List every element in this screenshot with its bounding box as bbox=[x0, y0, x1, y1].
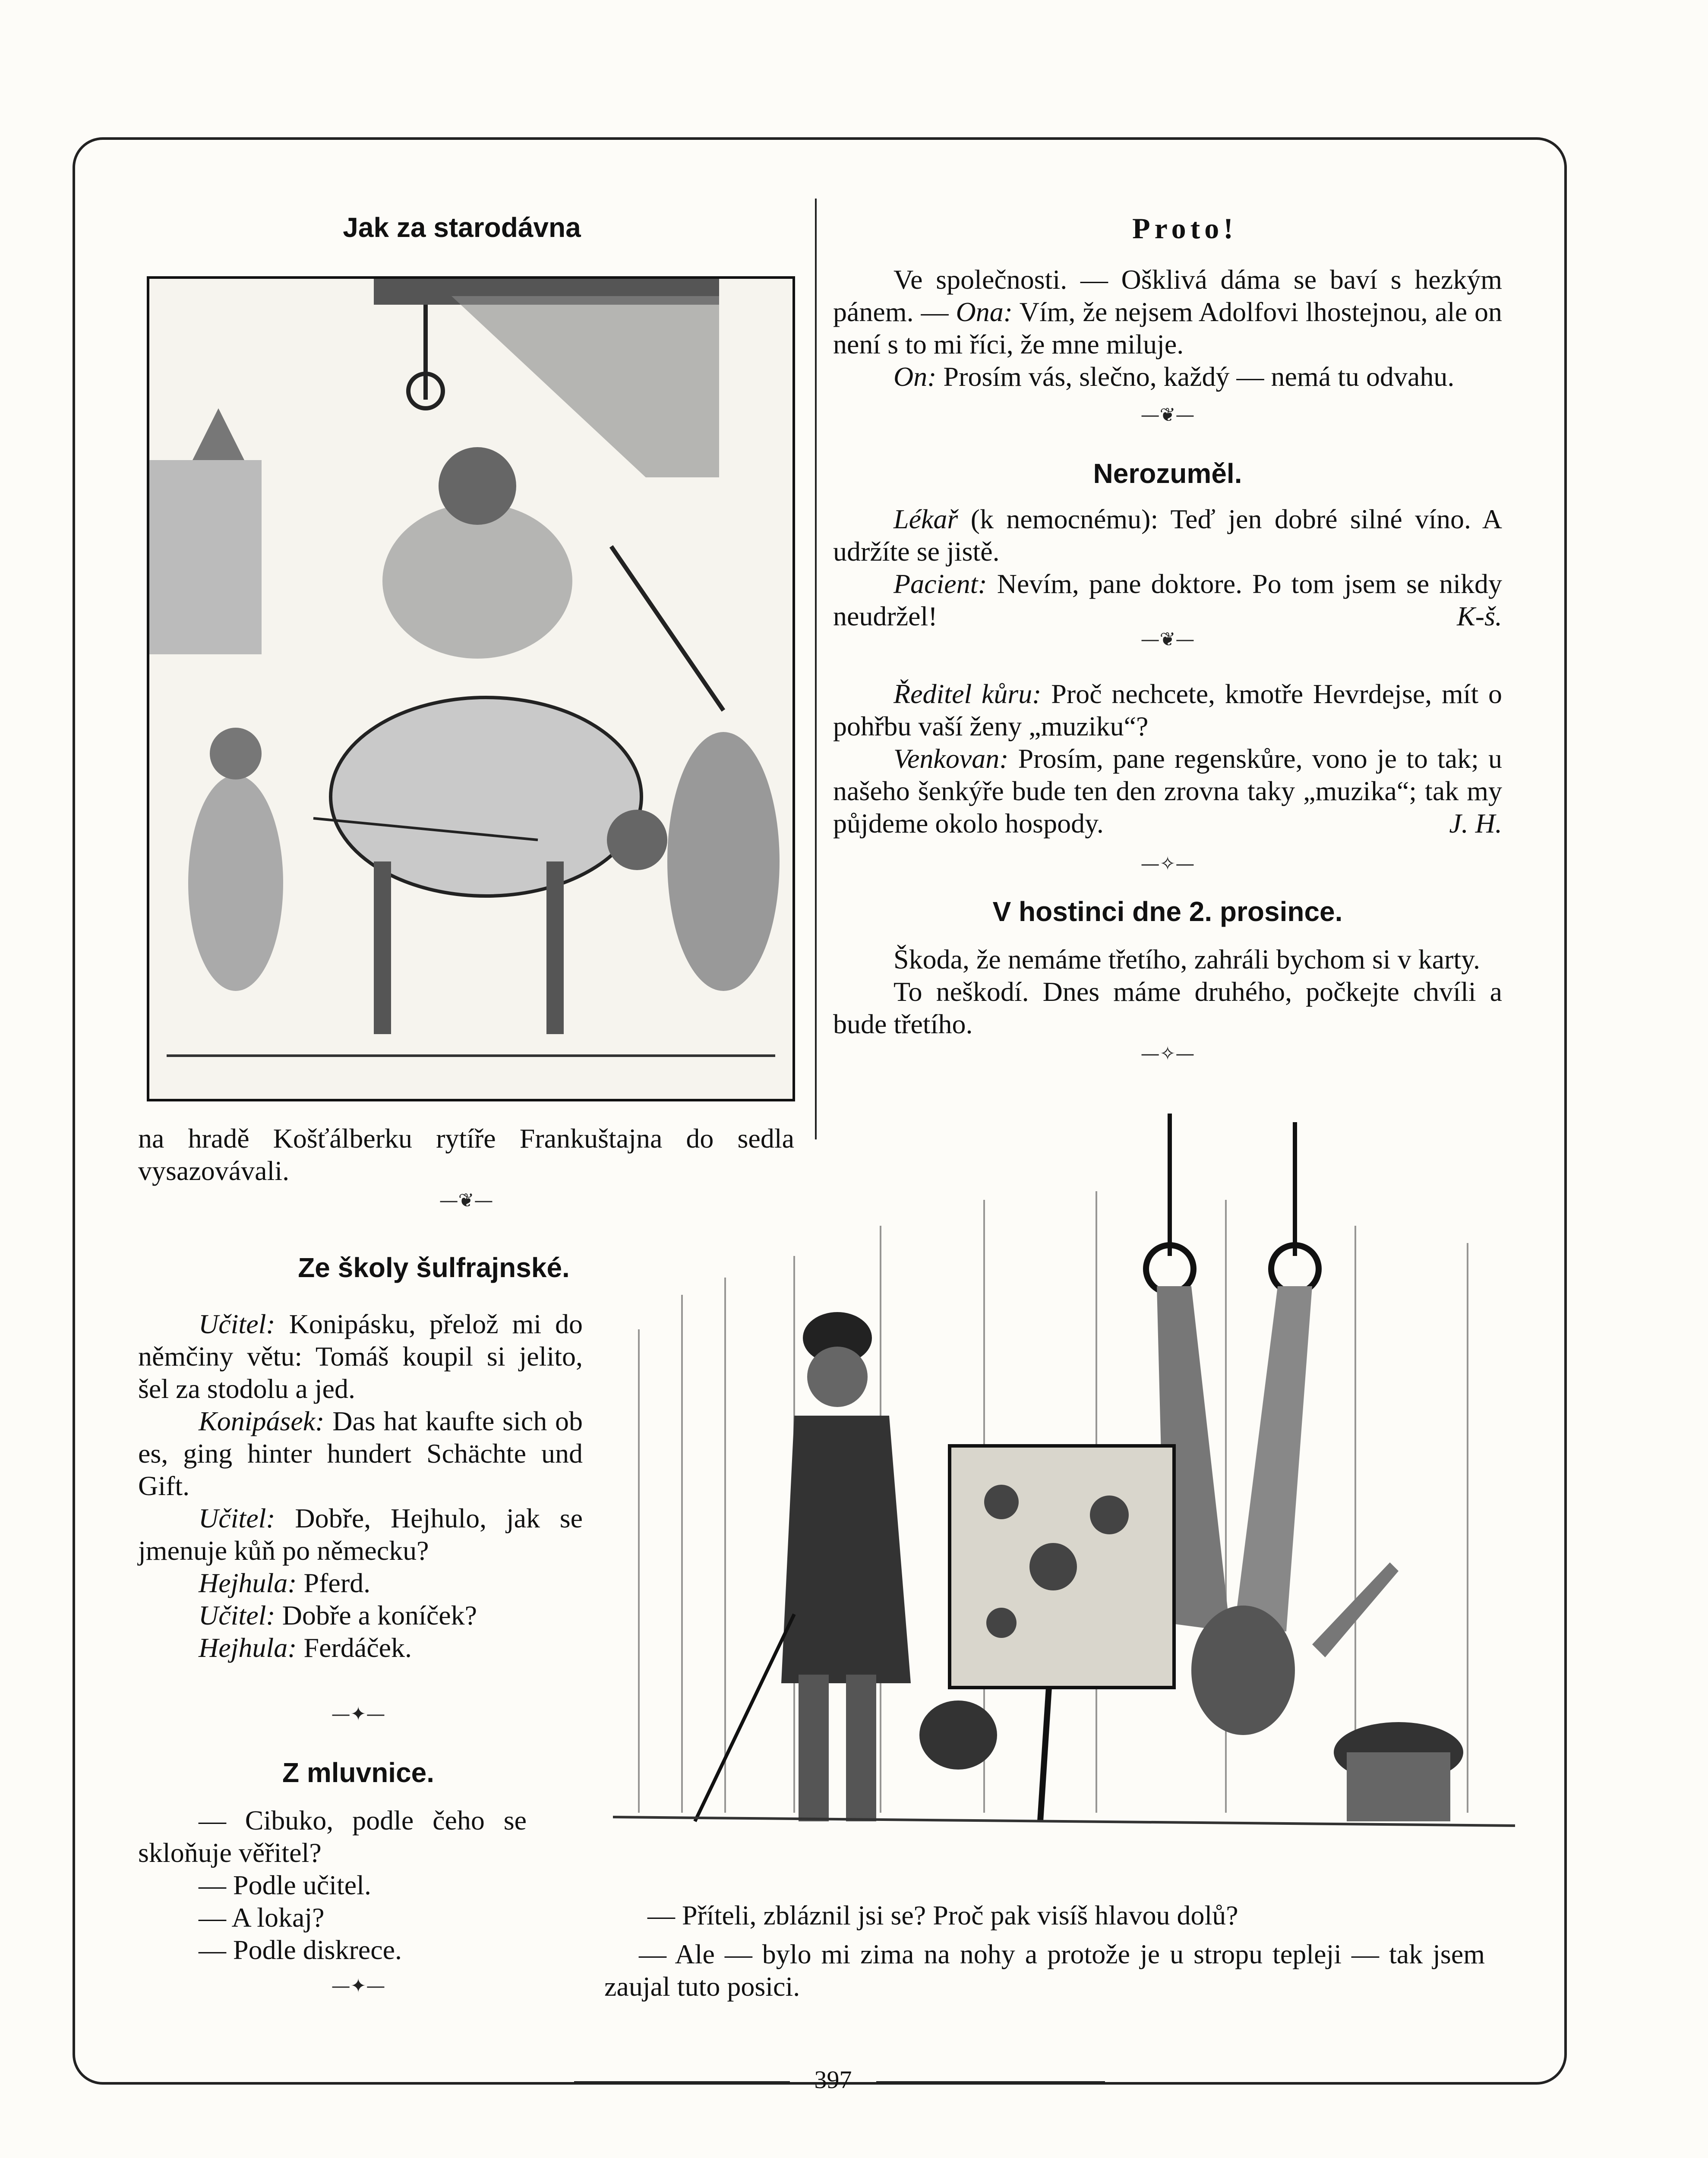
ornament-2: —✦— bbox=[331, 1703, 385, 1725]
knight-drawing bbox=[149, 279, 792, 1099]
dialog-ze-skoly bbox=[138, 1308, 583, 1664]
dialog-line: Hejhula: Pferd. bbox=[199, 1568, 371, 1598]
dialog-line: Učitel: Konipásku, přelož mi do němčiny větu: Tomáš koupil si jelito, šel za stodolu a jed. bbox=[138, 1309, 583, 1404]
z-mluvnice-text bbox=[138, 1804, 527, 1966]
ornament-r1: —❦— bbox=[1140, 404, 1195, 426]
ornament-1: —❦— bbox=[439, 1189, 493, 1212]
knight-illustration bbox=[147, 276, 795, 1101]
dialog-line: Konipásek: Das hat kaufte sich ob es, ging hinter hundert Schächte und Gift. bbox=[138, 1406, 583, 1501]
page-number: 397 bbox=[814, 2066, 852, 2094]
mluvnice-line: — Podle učitel. bbox=[199, 1870, 371, 1900]
proto-p2: On: Prosím vás, slečno, každý — nemá tu odvahu. bbox=[893, 361, 1455, 392]
reditel-text bbox=[833, 678, 1502, 839]
studio-illustration bbox=[613, 1114, 1515, 1865]
hostinci-p1: Škoda, že nemáme třetího, zahráli bychom si v karty. bbox=[893, 944, 1480, 975]
page-number-rule-left bbox=[574, 2081, 790, 2083]
nerozumel-text bbox=[833, 503, 1502, 632]
v-hostinci-text bbox=[833, 943, 1502, 1040]
caption-knight: na hradě Košťálberku rytíře Frankuštajna do sedla vysazovávali. bbox=[138, 1123, 794, 1186]
reditel-p1: Ředitel kůru: Proč nechcete, kmotře Hevrdejse, mít o pohřbu vaší ženy „muziku“? bbox=[833, 678, 1503, 741]
dialog-line: Hejhula: Ferdáček. bbox=[199, 1632, 412, 1663]
mluvnice-line: — Podle diskrece. bbox=[199, 1934, 402, 1965]
ornament-r4: —✧— bbox=[1140, 1043, 1195, 1065]
studio-caption-2: — Ale — bylo mi zima na nohy a protože je u stropu tepleji — tak jsem zaujal tuto posici. bbox=[604, 1939, 1485, 2002]
dialog-line: Učitel: Dobře, Hejhulo, jak se jmenuje kůň po německu? bbox=[138, 1503, 583, 1566]
nerozumel-p1: Lékař (k nemocnému): Teď jen dobré silné víno. A udržíte se jistě. bbox=[833, 504, 1502, 567]
studio-drawing bbox=[613, 1114, 1515, 1865]
heading-z-mluvnice: Z mluvnice. bbox=[282, 1757, 435, 1788]
heading-nerozumel: Nerozuměl. bbox=[1093, 458, 1242, 489]
heading-jak-za-starodavna: Jak za starodávna bbox=[343, 212, 581, 243]
heading-proto: Proto! bbox=[1132, 212, 1238, 245]
studio-caption-1: — Příteli, zbláznil jsi se? Proč pak visíš hlavou dolů? bbox=[647, 1900, 1238, 1931]
heading-ze-skoly: Ze školy šulfrajnské. bbox=[298, 1252, 570, 1283]
dialog-line: Učitel: Dobře a koníček? bbox=[199, 1600, 477, 1631]
ornament-3: —✦— bbox=[331, 1975, 385, 1997]
heading-v-hostinci: V hostinci dne 2. prosince. bbox=[992, 896, 1343, 927]
ornament-r2: —❦— bbox=[1140, 628, 1195, 650]
proto-p1: Ve společnosti. — Ošklivá dáma se baví s hezkým pánem. — Ona: Vím, že nejsem Adolfovi lhostejnou, ale on není s to mi říci, že mne miluje. bbox=[833, 264, 1503, 360]
hostinci-p2: To neškodí. Dnes máme druhého, počkejte chvíli a bude třetího. bbox=[833, 976, 1502, 1039]
mluvnice-line: — A lokaj? bbox=[199, 1902, 325, 1933]
mluvnice-line: — Cibuko, podle čeho se skloňuje věřitel? bbox=[138, 1805, 527, 1868]
nerozumel-p2: Pacient: Nevím, pane doktore. Po tom jsem se nikdy neudržel! K-š. bbox=[833, 568, 1502, 631]
page-number-rule-right bbox=[876, 2081, 1105, 2083]
column-divider bbox=[815, 199, 817, 1139]
ornament-r3: —✧— bbox=[1140, 853, 1195, 875]
reditel-p2: Venkovan: Prosím, pane regenskůre, vono je to tak; u našeho šenkýře bude ten den zrovna taky „muzika“; tak my půjdeme okolo hospody. J. H. bbox=[833, 743, 1502, 839]
proto-text bbox=[833, 263, 1502, 393]
